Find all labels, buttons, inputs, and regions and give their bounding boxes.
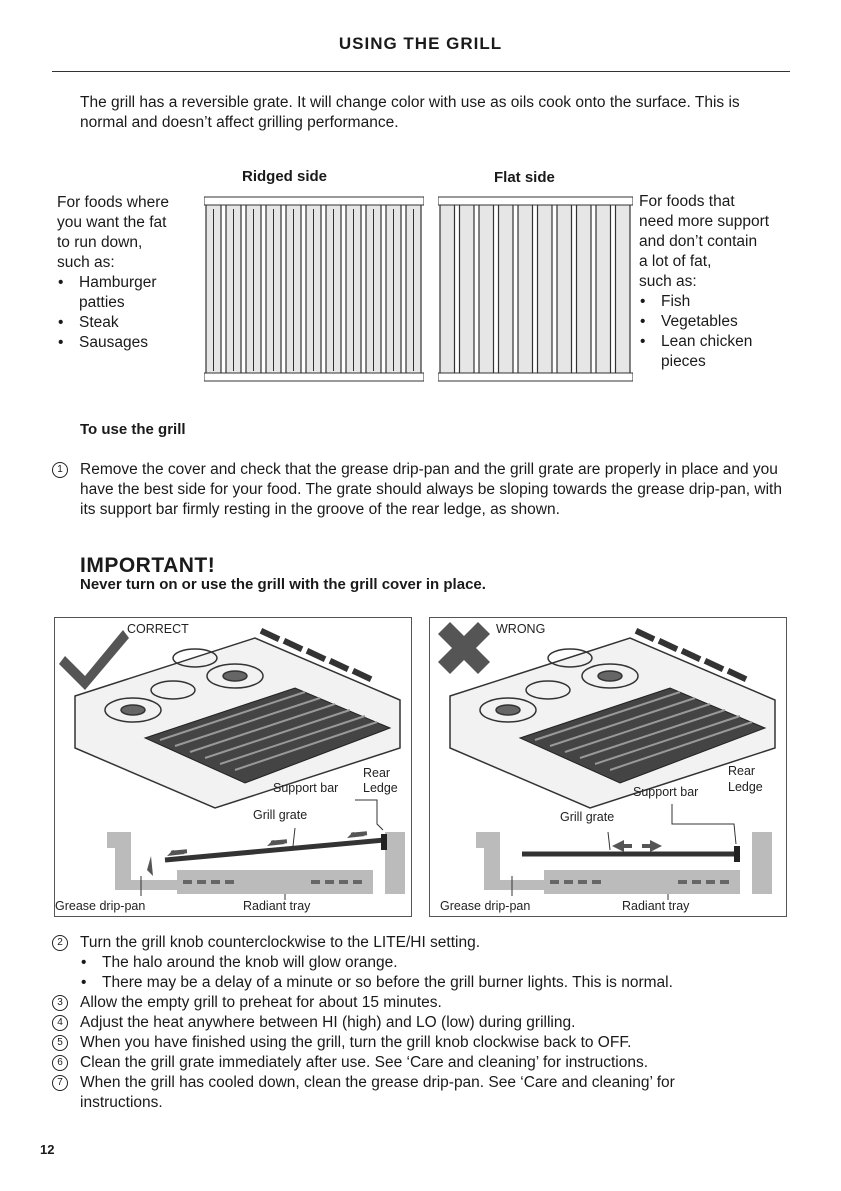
description-line: to run down, [57, 234, 143, 251]
food-item: • Sausages [57, 333, 207, 353]
step-2-bullet: • There may be a delay of a minute or so before the grill burner lights. This is normal. [80, 973, 673, 993]
step-text: Allow the empty grill to preheat for about 15 minutes. [80, 994, 442, 1011]
ridged-grate-illustration [204, 195, 424, 385]
intro-text: The grill has a reversible grate. It will change color with use as oils cook onto the surface. This is normal and doesn’t affect grilling performance. [80, 94, 740, 131]
step-text: Turn the grill knob counterclockwise to the LITE/HI setting. [80, 934, 481, 951]
step-number: 6 [52, 1055, 68, 1071]
grate-bar [596, 203, 611, 377]
grease-drip-pan-label: Grease drip-pan [55, 899, 146, 913]
description-line: such as: [57, 254, 115, 271]
description-line: need more support [639, 213, 770, 230]
wrong-diagram [429, 617, 787, 917]
food-item: pieces [661, 353, 706, 370]
grate-bar [499, 203, 514, 377]
radiant-tray-label: Radiant tray [243, 899, 311, 913]
description-line: you want the fat [57, 214, 167, 231]
instructions-heading: To use the grill [80, 421, 186, 438]
grate-bar [460, 203, 475, 377]
food-item: • Steak [57, 313, 207, 333]
grate-bar [479, 203, 494, 377]
description-line: and don’t contain [639, 233, 758, 250]
grate-frame-bottom [438, 373, 633, 381]
grill-grate-label: Grill grate [560, 810, 615, 824]
food-item: • Vegetables [639, 312, 839, 332]
ledge-label: Ledge [728, 780, 763, 794]
support-bar-label: Support bar [633, 785, 699, 799]
step-text: Clean the grill grate immediately after use. See ‘Care and cleaning’ for instructions. [80, 1054, 649, 1071]
grate-bar [440, 203, 455, 377]
flat-side-label: Flat side [494, 169, 555, 186]
food-item: patties [79, 294, 125, 311]
step-number: 2 [52, 935, 68, 951]
description-line: a lot of fat, [639, 253, 712, 270]
title-rule [52, 71, 790, 72]
step-number: 3 [52, 995, 68, 1011]
description-line: For foods where [57, 194, 169, 211]
grate-frame-bottom [204, 373, 424, 381]
grate-frame-top [438, 197, 633, 205]
important-heading: IMPORTANT! [80, 554, 216, 577]
step-number: 4 [52, 1015, 68, 1031]
grate-bar [577, 203, 592, 377]
grill-grate-label: Grill grate [253, 808, 308, 822]
flat-grate-illustration [438, 195, 633, 385]
step-2-bullet: • The halo around the knob will glow orange. [80, 953, 673, 973]
step-2-bullets [80, 953, 673, 993]
grate-bar [538, 203, 553, 377]
correct-label: CORRECT [127, 622, 189, 636]
important-warning: Never turn on or use the grill with the grill cover in place. [80, 576, 486, 593]
step-number: 5 [52, 1035, 68, 1051]
step-number: 7 [52, 1075, 68, 1091]
description-line: For foods that [639, 193, 735, 210]
grease-drip-pan-label: Grease drip-pan [440, 899, 531, 913]
support-bar-label: Support bar [273, 781, 339, 795]
grate-frame-top [204, 197, 424, 205]
grate-bar [518, 203, 533, 377]
radiant-tray-label: Radiant tray [622, 899, 690, 913]
ledge-label: Ledge [363, 781, 398, 795]
food-item: • Fish [639, 292, 839, 312]
grate-bar [616, 203, 631, 377]
food-item: • Hamburger [57, 273, 207, 293]
food-item: • Lean chicken [639, 332, 839, 352]
ridged-description [57, 193, 207, 353]
check-icon [59, 630, 129, 690]
step-text: Adjust the heat anywhere between HI (high) and LO (low) during grilling. [80, 1014, 576, 1031]
correct-diagram [54, 617, 412, 917]
step-text: When you have finished using the grill, turn the grill knob clockwise back to OFF. [80, 1034, 632, 1051]
step-text: When the grill has cooled down, clean the grease drip-pan. See ‘Care and cleaning’ for instructions. [80, 1074, 675, 1111]
step-text: Remove the cover and check that the grease drip-pan and the grill grate are properly in place and you have the best side for your food. The grate should always be sloping towards the grease drip-pan, with its support bar firmly resting in the groove of the rear ledge, as shown. [80, 461, 782, 518]
flat-description [639, 192, 839, 372]
page-number: 12 [40, 1142, 55, 1157]
page-title: USING THE GRILL [338, 34, 503, 53]
rear-label: Rear [363, 766, 391, 780]
description-line: such as: [639, 273, 697, 290]
x-icon [438, 622, 490, 674]
correct-illustration [55, 618, 411, 916]
wrong-label: WRONG [496, 622, 546, 636]
step-number: 1 [52, 462, 68, 478]
ridged-side-label: Ridged side [242, 168, 328, 185]
grate-bar [557, 203, 572, 377]
rear-label: Rear [728, 764, 756, 778]
